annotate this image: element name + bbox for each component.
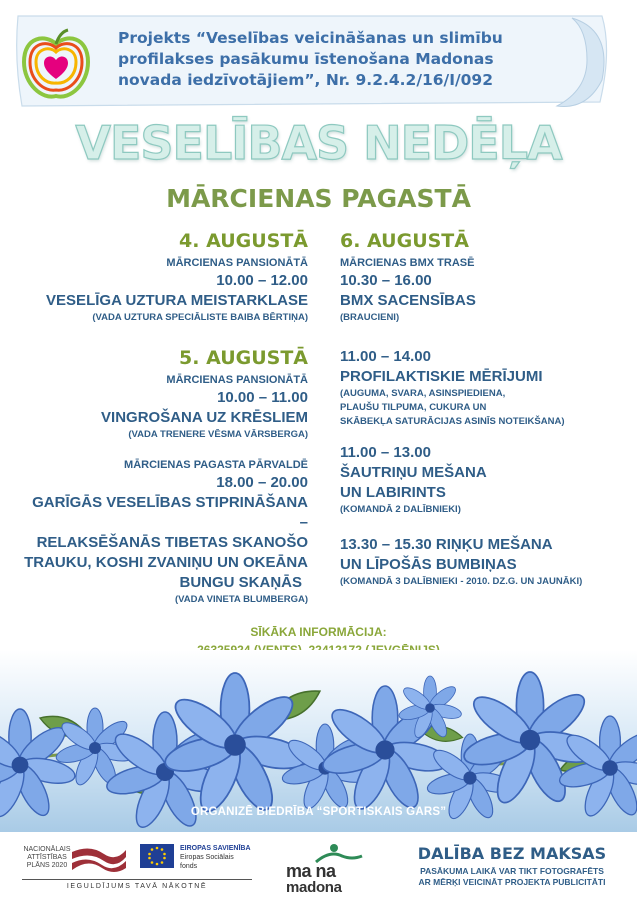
- investment-slogan: IEGULDĪJUMS TAVĀ NĀKOTNĒ: [66, 883, 208, 890]
- time: 11.00 – 13.00: [340, 444, 431, 461]
- activity: RELAKSĒŠANĀS TIBETAS SKANOŠO: [36, 534, 308, 551]
- note: (VADA VINETA BLUMBERGA): [175, 594, 308, 605]
- latvia-flag-icon: [70, 844, 128, 874]
- nap-line: ATTĪSTĪBAS: [27, 854, 67, 861]
- time: 11.00 – 14.00: [340, 348, 431, 365]
- activity: 13.30 – 15.30 RIŅĶU MEŠANA: [340, 536, 553, 553]
- madona-logo-top: ma na: [286, 861, 336, 881]
- date-heading: 4. AUGUSTĀ: [179, 230, 308, 252]
- madona-logo-bottom: madona: [286, 879, 342, 896]
- date-heading: 5. AUGUSTĀ: [179, 347, 308, 369]
- project-line: Projekts “Veselības veicināšanas un slimību: [118, 29, 503, 47]
- venue: MĀRCIENAS BMX TRASĒ: [340, 257, 475, 269]
- activity: TRAUKU, KOSHI ZVANIŅU UN OKEĀNA: [24, 554, 308, 571]
- photo-notice-line: PASĀKUMA LAIKĀ VAR TIKT FOTOGRAFĒTS: [420, 866, 604, 876]
- chicory-flowers-decoration: [0, 650, 637, 832]
- eu-label: [180, 844, 251, 871]
- note: (VADA UZTURA SPECIĀLISTE BAIBA BĒRTIŅA): [92, 312, 308, 323]
- venue: MĀRCIENAS PANSIONĀTĀ: [166, 257, 308, 269]
- note: (BRAUCIENI): [340, 312, 400, 323]
- note: PLAUŠU TILPUMA, CUKURA UN: [340, 402, 487, 413]
- nap-logo-text: [22, 846, 72, 870]
- eu-title: EIROPAS SAVIENĪBA: [180, 845, 251, 852]
- free-participation: DALĪBA BEZ MAKSAS: [417, 844, 607, 863]
- date-heading: 6. AUGUSTĀ: [340, 230, 469, 252]
- note: (KOMANDĀ 3 DALĪBNIEKI - 2010. DZ.G. UN JAUNĀKI): [340, 576, 583, 587]
- organizer: ORGANIZĒ BIEDRĪBA “SPORTISKAIS GARS”: [190, 806, 447, 818]
- nap-line: PLĀNS 2020: [26, 862, 68, 869]
- activity: GARĪGĀS VESELĪBAS STIPRINĀŠANA –: [32, 494, 308, 531]
- activity: BUNGU SKAŅĀS: [179, 574, 302, 591]
- note: (AUGUMA, SVARA, ASINSPIEDIENA,: [340, 388, 506, 399]
- venue: MĀRCIENAS PAGASTA PĀRVALDĒ: [124, 459, 308, 471]
- time: 10.00 – 12.00: [216, 272, 308, 289]
- photo-notice-line: AR MĒRĶI VEICINĀT PROJEKTA PUBLICITĀTI: [418, 877, 606, 887]
- right-schedule: [340, 228, 630, 589]
- activity: BMX SACENSĪBAS: [340, 292, 476, 309]
- activity: UN LABIRINTS: [340, 484, 446, 501]
- activity: PROFILAKTISKIE MĒRĪJUMI: [340, 368, 543, 385]
- activity: UN LĪPOŠĀS BUMBIŅAS: [340, 556, 517, 573]
- photo-notice: [402, 866, 622, 888]
- note: SKĀBEKĻA SATURĀCIJAS ASINĪS NOTEIKŠANA): [340, 416, 565, 427]
- venue: MĀRCIENAS PANSIONĀTĀ: [166, 374, 308, 386]
- eu-sub: Eiropas Sociālais: [180, 854, 234, 861]
- project-description: [118, 28, 558, 91]
- time: 10.00 – 11.00: [217, 389, 308, 406]
- project-line: profilakses pasākumu īstenošana Madonas: [118, 50, 494, 68]
- project-line: novada iedzīvotājiem”, Nr. 9.2.4.2/16/I/092: [118, 71, 494, 89]
- time: 10.30 – 16.00: [340, 272, 432, 289]
- time: 18.00 – 20.00: [216, 474, 308, 491]
- note: (KOMANDĀ 2 DALĪBNIEKI): [340, 504, 461, 515]
- activity: VINGROŠANA UZ KRĒSLIEM: [101, 409, 308, 426]
- activity: VESELĪGA UZTURA MEISTARKLASE: [46, 292, 308, 309]
- divider: [22, 879, 252, 880]
- nap-line: NACIONĀLAIS: [23, 846, 71, 853]
- footer: [0, 832, 637, 900]
- apple-heart-logo: [16, 26, 96, 106]
- info-label: SĪKĀKA INFORMĀCIJA:: [250, 625, 387, 639]
- eu-flag-icon: [140, 844, 174, 868]
- sub-title: MĀRCIENAS PAGASTĀ: [166, 184, 471, 213]
- note: (VADA TRENERE VĒSMA VĀRSBERGA): [128, 429, 308, 440]
- left-schedule: [22, 228, 308, 607]
- eu-sub: fonds: [180, 863, 198, 870]
- main-title: VESELĪBAS NEDĒĻA: [75, 116, 562, 170]
- activity: ŠAUTRIŅU MEŠANA: [340, 464, 487, 481]
